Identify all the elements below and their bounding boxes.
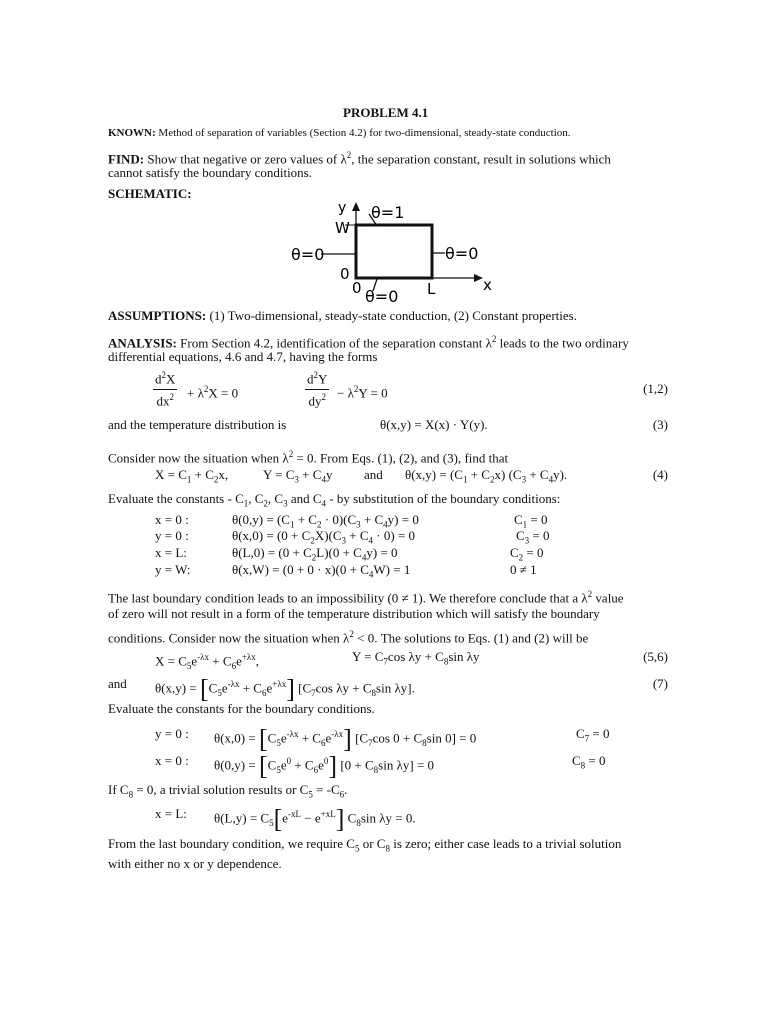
last-bc-line-3: conditions. Consider now the situation when $\lambda^2 < 0$. The solutions to Eqs. (1) and (2) will be xyxy=(108,629,589,646)
left-boundary-label: θ=0 xyxy=(291,245,325,264)
find-text-1: Show that negative or zero values of λ xyxy=(147,151,347,167)
eq-7: $\theta(x,y) = [C_5e^{-\lambda x} + C_6e^{+\lambda x}]$ [$C_7\cos$ $\lambda y + C_8\sin$ λy]. xyxy=(155,674,415,704)
eq-number-1-2: (1,2) xyxy=(643,381,668,396)
known-line xyxy=(108,125,571,141)
evaluate-text: Evaluate the constants - C xyxy=(108,491,244,506)
last-bc-text-3a: conditions. Consider now the situation when λ xyxy=(108,630,350,646)
eq-4-x: $X = C_1 + C_2x$, xyxy=(155,467,229,485)
problem-title: PROBLEM 4.1 xyxy=(343,105,429,120)
known-label: KNOWN: xyxy=(108,127,156,139)
bc-row-3-cond: x = L: xyxy=(155,545,187,560)
bc-row-3-result: $C_2 = 0$ xyxy=(510,545,544,563)
eq-4-theta: $\theta(x,y) = (C_1 + C_2x) (C_3 + C_4y)$. xyxy=(405,467,568,485)
eq-number-5-6: (5,6) xyxy=(643,649,668,664)
last-bc-text-1b: value xyxy=(592,590,624,606)
trivial-text: If C xyxy=(108,782,129,797)
bc2-row-2-expr: $\theta(0,y) = [C_5e^0 + C_6e^0] [0 + C_8\sin$ λy] = 0 xyxy=(214,751,435,781)
bc2-row-2-cond: x = 0 : xyxy=(155,753,189,768)
bc2-row-2-result: $C_8 = 0$ xyxy=(572,753,606,771)
last-bc-text-3b: < 0. The solutions to Eqs. (1) and (2) will be xyxy=(353,630,589,646)
bottom-boundary-label: θ=0 xyxy=(365,287,399,306)
schematic-label: SCHEMATIC: xyxy=(108,186,192,201)
schematic-diagram xyxy=(285,198,500,308)
eq-4-and: and xyxy=(364,467,383,482)
bc3-expr: $\theta(L,y) = C_5[e^{-xL} - e^{+xL}]$ $C_8\sin$ λy = 0. xyxy=(214,804,416,834)
eq-number-4: (4) xyxy=(652,467,668,482)
ode-y-fraction: $\frac{d^2Y}{dy^2}$ xyxy=(307,370,328,409)
bc-row-2-expr: $\theta(x,0) = (0 + C_2X)(C_3 + C_4 \cdot 0) = 0$ xyxy=(232,528,416,546)
origin-y-label: 0 xyxy=(340,265,350,283)
eq-number-7: (7) xyxy=(652,676,668,691)
bc-row-1-result: $C_1 = 0$ xyxy=(514,512,548,530)
bc2-row-1-result: $C_7 = 0$ xyxy=(576,726,610,744)
bc2-row-1-cond: y = 0 : xyxy=(155,726,189,741)
l-label: L xyxy=(427,280,436,298)
last-bc-line-1: The last boundary condition leads to an impossibility (0 ≠ 1). We therefore conclude that a $\lambda^2$ value xyxy=(108,589,624,606)
eq-number-3: (3) xyxy=(652,417,668,432)
ode-y-rest: − $\lambda^2Y = 0$ xyxy=(337,384,388,401)
eq-4-y: $Y = C_3 + C_4y$ xyxy=(263,467,333,485)
find-text-2: , the separation constant, result in solutions which xyxy=(351,151,611,167)
temp-dist-text: and the temperature distribution is xyxy=(108,417,287,432)
bc-row-4-result: 0 ≠ 1 xyxy=(510,562,537,577)
eval-bc-text: Evaluate the constants for the boundary conditions. xyxy=(108,701,375,716)
bc-row-1-cond: x = 0 : xyxy=(155,512,189,527)
bc-row-2-cond: y = 0 : xyxy=(155,528,189,543)
bc-row-3-expr: $\theta(L,0) = (0 + C_2L)(0 + C_4y) = 0$ xyxy=(232,545,398,563)
consider-zero-text-a: Consider now the situation when λ xyxy=(108,450,289,466)
assumptions-text: (1) Two-dimensional, steady-state conduction, (2) Constant properties. xyxy=(209,308,577,323)
w-label: W xyxy=(335,219,350,237)
trivial-line: If $C_8 = 0$, a trivial solution results or $C_5 = -C_6$. xyxy=(108,782,348,800)
analysis-text-2: leads to the two ordinary xyxy=(496,335,629,351)
final-text-1: From the last boundary condition, we require C xyxy=(108,836,355,851)
find-label: FIND: xyxy=(108,151,145,167)
last-bc-text-1a: The last boundary condition leads to an impossibility (0 ≠ 1). We therefore conclude that a λ xyxy=(108,590,588,606)
analysis-line-2: differential equations, 4.6 and 4.7, having the forms xyxy=(108,349,378,364)
evaluate-line: Evaluate the constants - $C_1$, $C_2$, $C_3$ and $C_4$ - by substitution of the boundary conditions: xyxy=(108,491,561,509)
analysis-line-1: ANALYSIS: From Section 4.2, identification of the separation constant $\lambda^2$ leads to the two ordinary xyxy=(108,334,629,351)
final-line-2: with either no x or y dependence. xyxy=(108,856,282,871)
top-boundary-label: θ=1 xyxy=(371,203,405,222)
ode-x-rest: + $\lambda^2X = 0$ xyxy=(187,384,239,401)
eq-7-and: and xyxy=(108,676,127,691)
bc-row-4-expr: $\theta(x,W) = (0 + 0 \cdot x)(0 + C_4W) = 1$ xyxy=(232,562,411,580)
bc3-cond: x = L: xyxy=(155,806,187,821)
bc2-row-1-expr: $\theta(x,0) = [C_5e^{-\lambda x} + C_6e^{-\lambda x}]$ [$C_7\cos$ $0 + C_8\sin$ 0] = 0 xyxy=(214,724,477,754)
find-line-1: FIND: Show that negative or zero values of $\lambda^2$, the separation constant, result in solutions which xyxy=(108,150,611,167)
known-text: Method of separation of variables (Section 4.2) for two-dimensional, steady-state conduction. xyxy=(158,127,571,139)
analysis-text-1: From Section 4.2, identification of the separation constant λ xyxy=(180,335,492,351)
bc-row-4-cond: y = W: xyxy=(155,562,191,577)
final-line-1: From the last boundary condition, we require $C_5$ or $C_8$ is zero; either case leads to a trivial solution xyxy=(108,836,622,854)
y-axis-label: y xyxy=(338,200,347,216)
last-bc-line-2: of zero will not result in a form of the temperature distribution which will satisfy the boundary xyxy=(108,606,600,621)
assumptions-line xyxy=(108,308,577,324)
bc-row-2-result: $C_3 = 0$ xyxy=(516,528,550,546)
analysis-label: ANALYSIS: xyxy=(108,335,177,351)
bc-row-1-expr: $\theta(0,y) = (C_1 + C_2 \cdot 0)(C_3 + C_4y) = 0$ xyxy=(232,512,419,530)
consider-zero-text-b: = 0. From Eqs. (1), (2), and (3), find that xyxy=(293,450,509,466)
consider-zero-line: Consider now the situation when $\lambda^2 = 0$. From Eqs. (1), (2), and (3), find that xyxy=(108,449,509,466)
assumptions-label: ASSUMPTIONS: xyxy=(108,308,207,323)
x-axis-label: x xyxy=(483,276,492,294)
ode-x-fraction: $\frac{d^2X}{dx^2}$ xyxy=(155,370,176,409)
right-boundary-label: θ=0 xyxy=(445,244,479,263)
origin-x-label: 0 xyxy=(352,279,362,297)
find-line-2: cannot satisfy the boundary conditions. xyxy=(108,165,312,180)
eq-6: $Y = C_7\cos$ $\lambda y + C_8\sin$ λy xyxy=(352,649,480,667)
eq-5: $X = C_5e^{-\lambda x} + C_6e^{+\lambda x}$, xyxy=(155,652,260,671)
eq-3-expression: θ(x,y) = X(x) · Y(y). xyxy=(380,417,488,432)
